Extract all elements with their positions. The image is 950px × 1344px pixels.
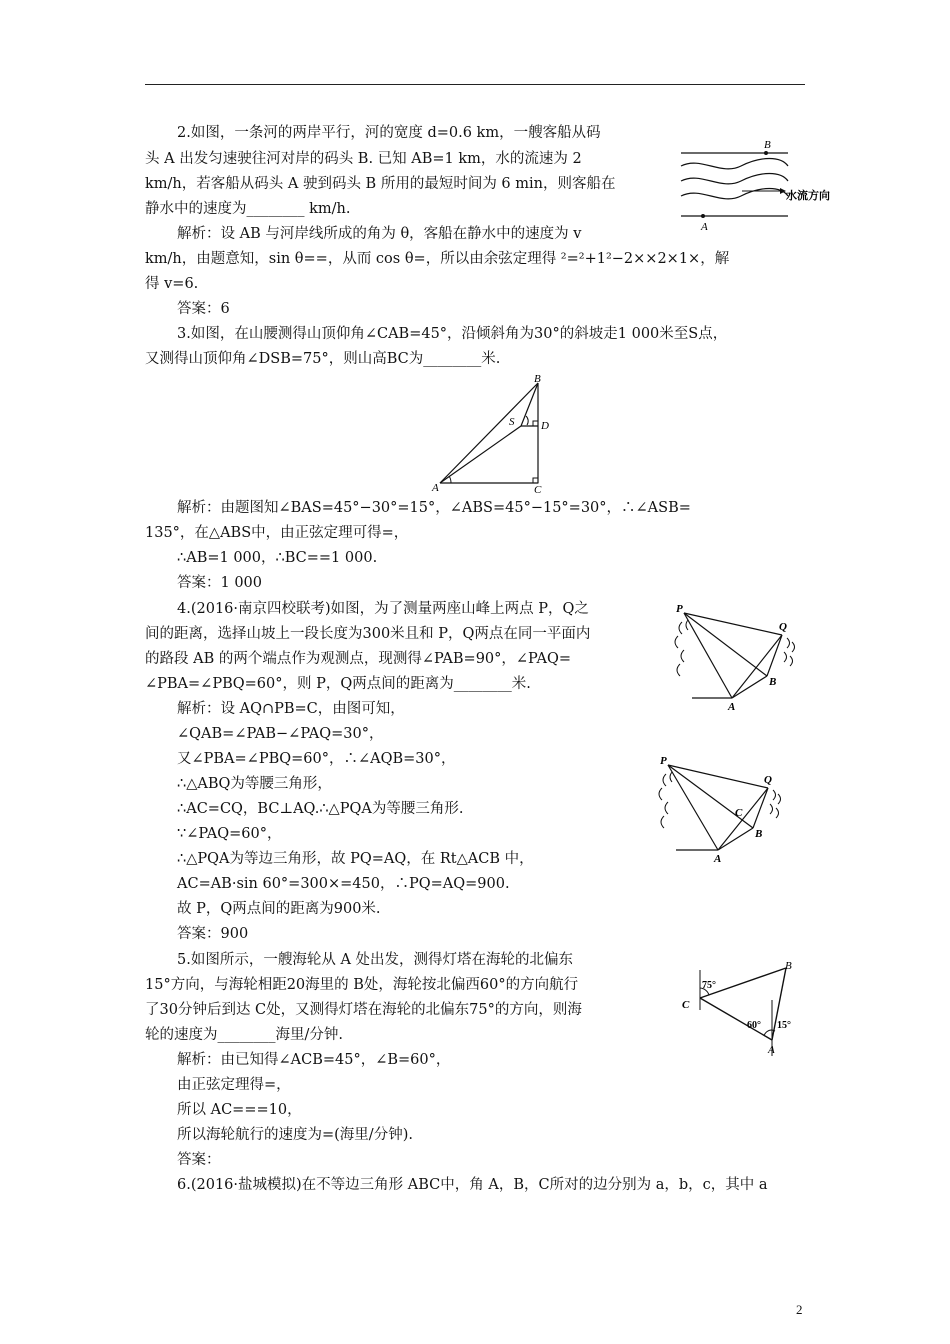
label-p: P (676, 603, 683, 615)
text-line: ∴AC=CQ，BC⊥AQ.∴△PQA为等腰三角形. (177, 801, 464, 817)
text-line: 得 v=6. (145, 276, 199, 292)
answer-line: 答案：6 (177, 301, 230, 317)
label-b: B (755, 828, 763, 840)
text-line: AC=AB·sin 60°=300×=450，∴PQ=AQ=900. (177, 876, 510, 892)
text-line: 3.如图，在山腰测得山顶仰角∠CAB=45°，沿倾斜角为30°的斜坡走1 000米至S点， (177, 326, 728, 342)
text-line: 头 A 出发匀速驶往河对岸的码头 B. 已知 AB=1 km，水的流速为 2 (145, 151, 582, 167)
label-c: C (534, 484, 542, 495)
text-line: 解析：设 AB 与河岸线所成的角为 θ，客船在静水中的速度为 v (177, 226, 582, 242)
text-line: 轮的速度为________海里/分钟. (145, 1027, 343, 1043)
text-line: 4.(2016·南京四校联考)如图，为了测量两座山峰上两点 P，Q之 (177, 601, 589, 617)
text-line: 解析：设 AQ∩PB=C，由图可知， (177, 701, 405, 717)
river-figure (676, 136, 846, 236)
text-line: ∠QAB=∠PAB−∠PAQ=30°， (177, 726, 384, 742)
label-angle-60: 60° (747, 1020, 761, 1031)
text-line: 所以海轮航行的速度为=(海里/分钟). (177, 1127, 413, 1143)
label-q: Q (764, 774, 772, 786)
answer-line: 答案：900 (177, 926, 249, 942)
peaks-figure-2 (656, 752, 816, 864)
text-line: ∵∠PAQ=60°， (177, 826, 282, 842)
label-a: A (768, 1044, 775, 1056)
text-line: 所以 AC===10， (177, 1102, 302, 1118)
text-line: km/h，若客船从码头 A 驶到码头 B 所用的最短时间为 6 min，则客船在 (145, 176, 616, 192)
label-b: B (785, 960, 792, 972)
text-line: 2.如图，一条河的两岸平行，河的宽度 d=0.6 km，一艘客船从码 (177, 125, 601, 141)
label-d: D (541, 420, 549, 432)
text-line: 由正弦定理得=， (177, 1077, 291, 1093)
text-line: 又∠PBA=∠PBQ=60°，∴∠AQB=30°， (177, 751, 456, 767)
label-b: B (769, 676, 777, 688)
text-line: ∠PBA=∠PBQ=60°，则 P，Q两点间的距离为________米. (145, 676, 531, 692)
text-line: 15°方向，与海轮相距20海里的 B处，海轮按北偏西60°的方向航行 (145, 977, 579, 993)
label-c: C (735, 807, 743, 819)
text-line: ∴△PQA为等边三角形，故 PQ=AQ，在 Rt△ACB 中， (177, 851, 534, 867)
ship-figure (676, 958, 806, 1058)
text-line: ∴AB=1 000，∴BC==1 000. (177, 550, 378, 566)
page-number: 2 (796, 1302, 803, 1317)
text-line: 的路段 AB 的两个端点作为观测点，现测得∠PAB=90°，∠PAQ= (145, 651, 571, 667)
text-line: 静水中的速度为________ km/h. (145, 201, 351, 217)
text-line: 135°，在△ABS中，由正弦定理可得=， (145, 525, 409, 541)
answer-line: 答案： (177, 1152, 221, 1168)
text-line: 了30分钟后到达 C处，又测得灯塔在海轮的北偏东75°的方向，则海 (145, 1002, 582, 1018)
text-line: 故 P，Q两点间的距离为900米. (177, 901, 381, 917)
label-c: C (682, 999, 690, 1011)
label-q: Q (779, 621, 787, 633)
mountain-figure (430, 370, 570, 495)
peaks-figure-1 (672, 600, 832, 712)
flow-label: 水流方向 (786, 190, 830, 202)
header-rule (145, 84, 805, 85)
label-angle-15: 15° (777, 1020, 791, 1031)
text-line: 6.(2016·盐城模拟)在不等边三角形 ABC中，角 A，B，C所对的边分别为 a，b，c，其中 a (177, 1177, 768, 1193)
label-a: A (701, 221, 708, 233)
answer-line: 答案：1 000 (177, 575, 263, 591)
text-line: 又测得山顶仰角∠DSB=75°，则山高BC为________米. (145, 351, 501, 367)
label-b: B (764, 139, 771, 151)
text-line: 解析：由题图知∠BAS=45°−30°=15°，∠ABS=45°−15°=30°，∴∠ASB= (177, 500, 691, 516)
label-b: B (534, 373, 541, 385)
label-s: S (509, 416, 515, 428)
text-line: km/h，由题意知，sin θ==，从而 cos θ=，所以由余弦定理得 ²=²+1²−2××2×1×，解 (145, 251, 730, 267)
label-angle-75: 75° (702, 980, 716, 991)
label-a: A (728, 701, 736, 712)
label-p: P (660, 755, 667, 767)
text-line: 解析：由已知得∠ACB=45°，∠B=60°， (177, 1052, 451, 1068)
text-line: 间的距离，选择山坡上一段长度为300米且和 P，Q两点在同一平面内 (145, 626, 591, 642)
label-a: A (432, 482, 439, 494)
label-a: A (714, 853, 722, 864)
text-line: ∴△ABQ为等腰三角形， (177, 776, 332, 792)
text-line: 5.如图所示，一艘海轮从 A 处出发，测得灯塔在海轮的北偏东 (177, 952, 574, 968)
